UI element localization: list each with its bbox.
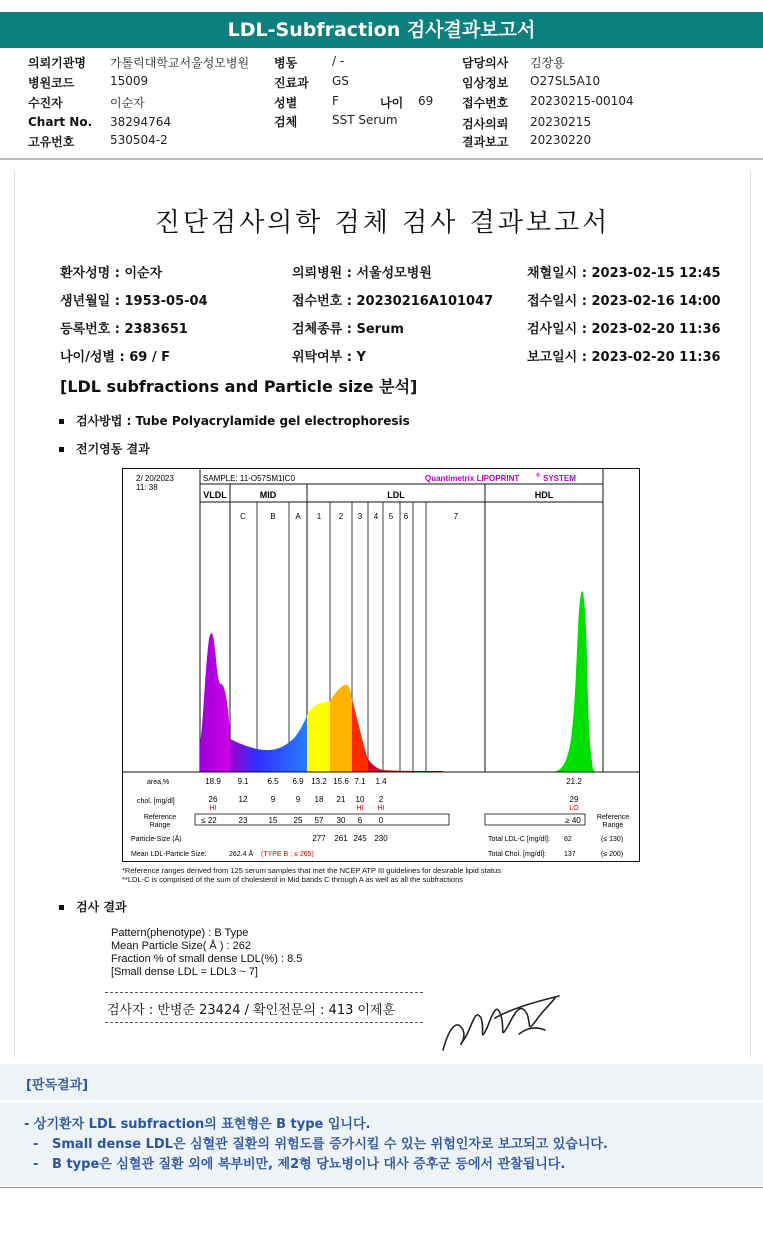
area-a: 6.9 <box>292 777 304 786</box>
trace-ldl4 <box>368 759 383 772</box>
info-value: O27SL5A10 <box>530 74 601 88</box>
band-a: A <box>295 512 301 521</box>
info-label: 의뢰기관명 <box>28 56 86 70</box>
result-mean-size: Mean Particle Size( Å ) : 262 <box>111 940 252 952</box>
register-no: 등록번호 : 2383651 <box>60 322 188 337</box>
region-ldl: LDL <box>387 490 405 500</box>
info-value: 20230215-00104 <box>530 94 634 108</box>
row-area-label: area,% <box>147 779 170 786</box>
row-chol-label: chol. [mg/dl] <box>137 798 175 805</box>
area-2: 15.6 <box>333 777 349 786</box>
electro-text: 전기영동 결과 <box>76 442 150 456</box>
info-label: 성별 <box>274 96 298 110</box>
ps-2: 261 <box>334 834 348 843</box>
info-value: 이순자 <box>110 96 145 110</box>
info-value: GS <box>332 74 349 88</box>
divider <box>0 158 763 160</box>
ref-note-2: **LDL-C is comprised of the sum of cholesterol in Mid bands C through A as well as all the subfractions <box>122 875 464 884</box>
area-4: 1.4 <box>375 777 387 786</box>
specimen-type: 검체종류 : Serum <box>292 322 404 337</box>
info-value: 20230215 <box>530 115 592 129</box>
info-value: 가톨릭대학교서울성모병원 <box>110 56 250 70</box>
age-sex: 나이/성별 : 69 / F <box>60 350 171 365</box>
judge-line-3: - B type은 심혈관 질환 외에 복부비만, 제2형 당뇨병이나 대사 증후군 등에서 관찰됩니다. <box>24 1157 566 1172</box>
electrophoresis-chart <box>122 468 640 862</box>
request-hospital: 의뢰병원 : 서울성모병원 <box>292 266 432 281</box>
result-fraction: Fraction % of small dense LDL(%) : 8.5 <box>111 953 303 965</box>
collect-time: 채혈일시 : 2023-02-15 12:45 <box>527 266 721 281</box>
area-3: 7.1 <box>354 777 366 786</box>
section-title: [LDL subfractions and Particle size 분석] <box>60 377 418 396</box>
report-header: LDL-Subfraction 검사결과보고서 <box>0 12 763 48</box>
band-5: 5 <box>388 512 394 521</box>
ref-right-1: Reference <box>596 814 630 821</box>
test-time: 검사일시 : 2023-02-20 11:36 <box>527 322 721 337</box>
info-value: 김장용 <box>530 56 565 70</box>
area-c: 9.1 <box>237 777 249 786</box>
judge-line-2: - Small dense LDL은 심혈관 질환의 위험도를 증가시킬 수 있는 위험인자로 보고되고 있습니다. <box>24 1137 608 1152</box>
flag-4: HI <box>377 805 385 812</box>
trace-ldl3 <box>352 699 368 772</box>
chol-vldl: 26 <box>208 795 218 804</box>
trace-hdl <box>553 591 595 772</box>
band-3: 3 <box>357 512 363 521</box>
total-chol-range: (≤ 200) <box>601 851 624 858</box>
result-pattern: Pattern(phenotype) : B Type <box>111 927 249 939</box>
chol-c: 12 <box>238 795 248 804</box>
flag-hdl: LO <box>569 805 579 812</box>
row-mean-label: Mean LDL-Particle Size: <box>131 851 207 858</box>
info-value: SST Serum <box>332 113 398 127</box>
chart-brand-system: SYSTEM <box>543 474 576 483</box>
info-value: 530504-2 <box>110 133 168 147</box>
total-ldl-value: 82 <box>564 836 572 843</box>
receipt-time: 접수일시 : 2023-02-16 14:00 <box>527 294 721 309</box>
method-line <box>59 412 410 429</box>
row-ref-label-1: Reference <box>143 814 177 821</box>
mean-value: 262.4 Å <box>229 851 254 858</box>
band-7: 7 <box>453 512 459 521</box>
total-chol-label: Total Chol. [mg/dl]: <box>488 851 546 858</box>
report-sheet <box>14 170 751 1058</box>
ref-2: 30 <box>336 816 346 825</box>
info-label: 검체 <box>274 115 298 129</box>
area-hdl: 21.2 <box>566 777 582 786</box>
chol-a: 9 <box>295 795 301 804</box>
total-ldl-range: (≤ 130) <box>601 836 624 843</box>
judge-title: [판독결과] <box>26 1078 89 1093</box>
chol-hdl: 29 <box>569 795 579 804</box>
judge-conclusion <box>0 1103 763 1185</box>
info-value: 69 <box>418 94 434 108</box>
bottom-divider <box>0 1187 763 1188</box>
electro-line <box>59 440 150 457</box>
area-vldl: 18.9 <box>205 777 221 786</box>
ref-4: 0 <box>378 816 384 825</box>
band-6: 6 <box>403 512 409 521</box>
ps-4: 230 <box>374 834 388 843</box>
chol-3: 10 <box>355 795 365 804</box>
type-tag: (TYPE B ; ≤ 265) <box>261 851 314 858</box>
info-value: / - <box>332 54 345 68</box>
chol-2: 21 <box>336 795 346 804</box>
flag-3: HI <box>356 805 364 812</box>
band-1: 1 <box>316 512 322 521</box>
consign: 위탁여부 : Y <box>292 350 366 365</box>
area-b: 6.5 <box>267 777 279 786</box>
trace-ldl2 <box>330 685 352 772</box>
trace-mid <box>230 715 307 772</box>
chart-brand-reg: ® <box>536 473 541 479</box>
report-title: 진단검사의학 검체 검사 결과보고서 <box>154 208 611 238</box>
info-value: 15009 <box>110 74 149 88</box>
chol-b: 9 <box>270 795 276 804</box>
chart-brand: Quantimetrix LIPOPRINT <box>425 474 520 483</box>
ref-3: 6 <box>357 816 363 825</box>
receipt-no: 접수번호 : 20230216A101047 <box>292 294 494 309</box>
ps-3: 245 <box>353 834 367 843</box>
band-c: C <box>240 512 246 521</box>
info-value: F <box>332 94 339 108</box>
trace-ldl1 <box>307 701 330 772</box>
info-label: 검사의뢰 <box>462 117 509 131</box>
trace-vldl <box>200 633 230 772</box>
band-4: 4 <box>373 512 379 521</box>
info-label: 병동 <box>274 56 298 70</box>
region-mid: MID <box>259 490 277 500</box>
info-value: 20230220 <box>530 133 592 147</box>
ref-c: 23 <box>238 816 248 825</box>
info-value: 38294764 <box>110 115 172 129</box>
signature-block <box>105 992 423 1023</box>
ref-right-2: Range <box>602 822 624 829</box>
info-label: 병원코드 <box>28 76 75 90</box>
chol-4: 2 <box>378 795 384 804</box>
info-label: Chart No. <box>28 115 93 129</box>
ref-hdl: ≥ 40 <box>565 816 581 825</box>
chart-svg <box>123 469 639 861</box>
chol-1: 18 <box>314 795 324 804</box>
region-hdl: HDL <box>534 490 554 500</box>
info-label: 담당의사 <box>462 56 509 70</box>
birth-date: 생년월일 : 1953-05-04 <box>60 294 208 309</box>
sig-dash-bottom <box>105 1022 423 1023</box>
ref-vldl: ≤ 22 <box>201 816 217 825</box>
ref-b: 15 <box>268 816 278 825</box>
area-1: 13.2 <box>311 777 327 786</box>
info-label: 진료과 <box>274 76 309 90</box>
row-ps-label: Particle-Size (Å) <box>131 836 182 843</box>
info-label: 나이 <box>380 96 404 110</box>
patient-name: 환자성명 : 이순자 <box>60 266 163 281</box>
ref-a: 25 <box>293 816 303 825</box>
row-ref-label-2: Range <box>149 822 171 829</box>
reference-notes <box>122 866 501 884</box>
ref-note-1: *Reference ranges derived from 125 serum samples that met the NCEP ATP III guidelines for desirable lipid status <box>122 866 501 875</box>
band-2: 2 <box>338 512 344 521</box>
region-vldl: VLDL <box>203 490 227 500</box>
chart-time: 11: 38 <box>136 483 158 492</box>
chart-date: 2/ 20/2023 <box>136 474 174 483</box>
ps-1: 277 <box>312 834 326 843</box>
info-label: 접수번호 <box>462 96 509 110</box>
total-ldl-label: Total LDL-C [mg/dl]: <box>488 836 550 843</box>
judge-line-1: - 상기환자 LDL subfraction의 표현형은 B type 입니다. <box>24 1117 371 1132</box>
ref-1: 57 <box>314 816 324 825</box>
info-label: 수진자 <box>28 96 63 110</box>
method-text: 검사방법 : Tube Polyacrylamide gel electrophoresis <box>76 414 410 428</box>
info-label: 결과보고 <box>462 135 509 149</box>
info-label: 고유번호 <box>28 135 75 149</box>
info-label: 임상정보 <box>462 76 509 90</box>
report-time: 보고일시 : 2023-02-20 11:36 <box>527 350 721 365</box>
chart-sample: SAMPLE: 11-O57SM1IC0 <box>203 474 295 483</box>
signature-text: 검사자 : 반병준 23424 / 확인전문의 : 413 이제훈 <box>107 1003 396 1018</box>
result-head-line <box>59 898 127 915</box>
handwritten-signature <box>435 988 565 1058</box>
result-head-text: 검사 결과 <box>76 900 127 914</box>
total-chol-value: 137 <box>564 851 576 858</box>
judge-title-band <box>0 1064 763 1100</box>
flag-vldl: HI <box>209 805 217 812</box>
result-sdldl: [Small dense LDL = LDL3 ~ 7] <box>111 966 258 978</box>
band-b: B <box>270 512 276 521</box>
result-lines <box>111 927 302 979</box>
